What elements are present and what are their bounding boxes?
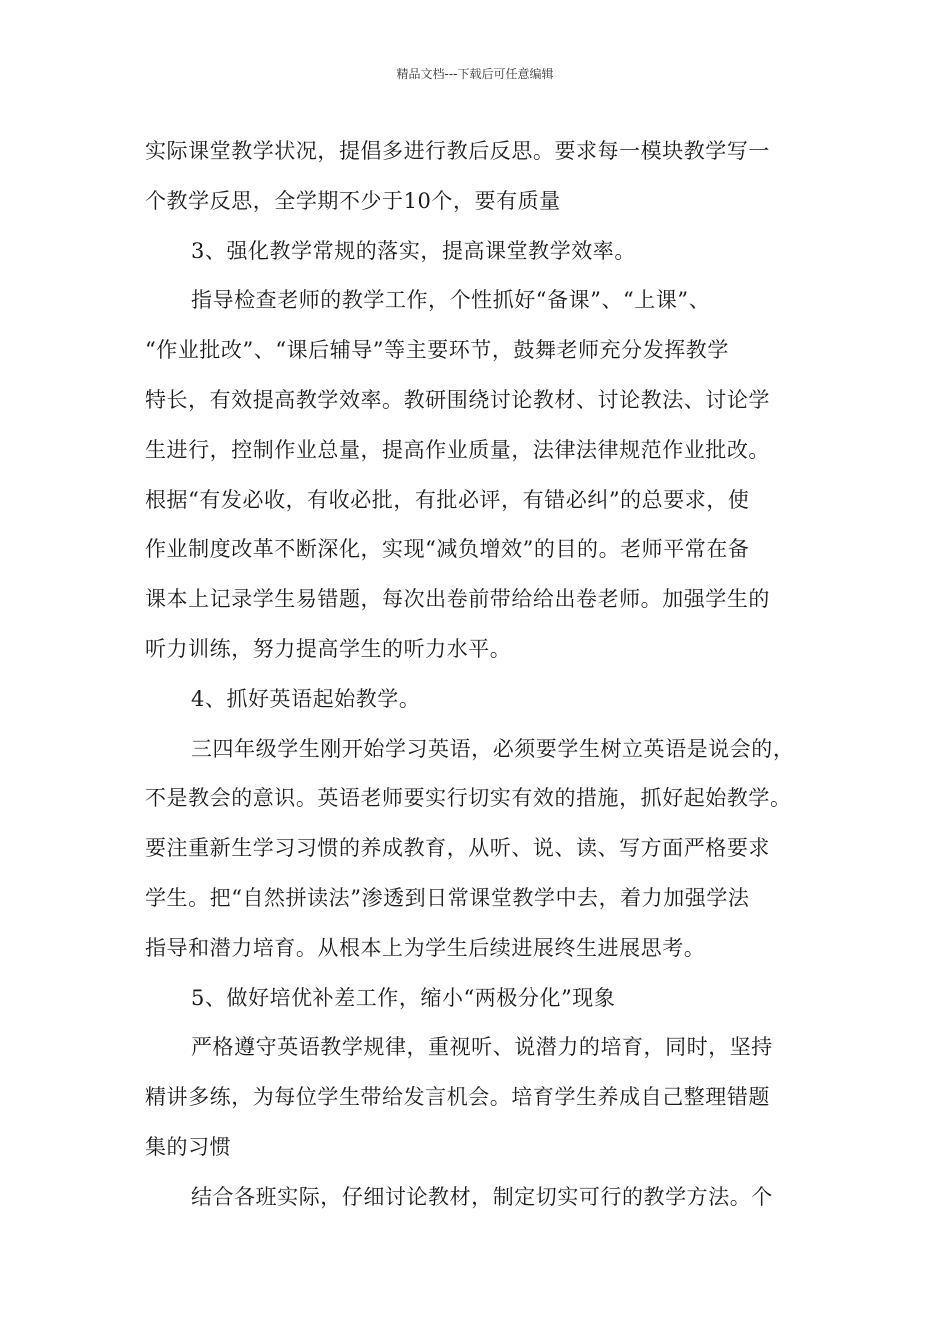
text-line: 结合各班实际，仔细讨论教材，制定切实可行的教学方法。个 [191, 1184, 773, 1209]
text-line: 课本上记录学生易错题，每次出卷前带给给出卷老师。加强学生的 [145, 587, 770, 612]
text-line: 不是教会的意识。英语老师要实行切实有效的措施，抓好起始教学。 [145, 786, 792, 811]
text-line: 实际课堂教学状况，提倡多进行教后反思。要求每一模块教学写一 [145, 139, 770, 163]
text-line: 指导检查老师的教学工作，个性抓好“备课”、“上课”、 [191, 288, 711, 313]
section-heading: 5、做好培优补差工作，缩小“两极分化”现象 [191, 985, 616, 1010]
text-line: 根据“有发必收，有收必批，有批必评，有错必纠”的总要求，使 [145, 487, 750, 512]
text-line: 三四年级学生刚开始学习英语，必须要学生树立英语是说会的， [191, 736, 795, 761]
text-line: “作业批改”、“课后辅导”等主要环节，鼓舞老师充分发挥教学 [145, 338, 729, 363]
text-line: 特长，有效提高教学效率。教研围绕讨论教材、讨论教法、讨论学 [145, 387, 770, 412]
text-line: 听力训练，努力提高学生的听力水平。 [145, 636, 512, 661]
section-heading: 4、抓好英语起始教学。 [191, 686, 421, 711]
text-line: 学生。把“自然拼读法”渗透到日常课堂教学中去，着力加强学法 [145, 885, 750, 910]
text-line: 集的习惯 [145, 1134, 232, 1159]
section-heading: 3、强化教学常规的落实，提高课堂教学效率。 [191, 238, 636, 263]
text-line: 生进行，控制作业总量，提高作业质量，法律法律规范作业批改。 [145, 437, 770, 462]
text-line: 精讲多练，为每位学生带给发言机会。培育学生养成自己整理错题 [145, 1085, 770, 1110]
text-line: 个教学反思，全学期不少于10个，要有质量 [145, 188, 561, 213]
document-body [145, 127, 810, 1223]
text-line: 要注重新生学习习惯的养成教育，从听、说、读、写方面严格要求 [145, 836, 770, 861]
text-line: 严格遵守英语教学规律，重视听、说潜力的培育，同时，坚持 [191, 1035, 773, 1060]
text-line: 指导和潜力培育。从根本上为学生后续进展终生进展思考。 [145, 935, 706, 960]
page-header: 精品文档---下载后可任意编辑 [396, 67, 554, 81]
text-line: 作业制度改革不断深化，实现“减负增效”的目的。老师平常在备 [145, 537, 750, 562]
